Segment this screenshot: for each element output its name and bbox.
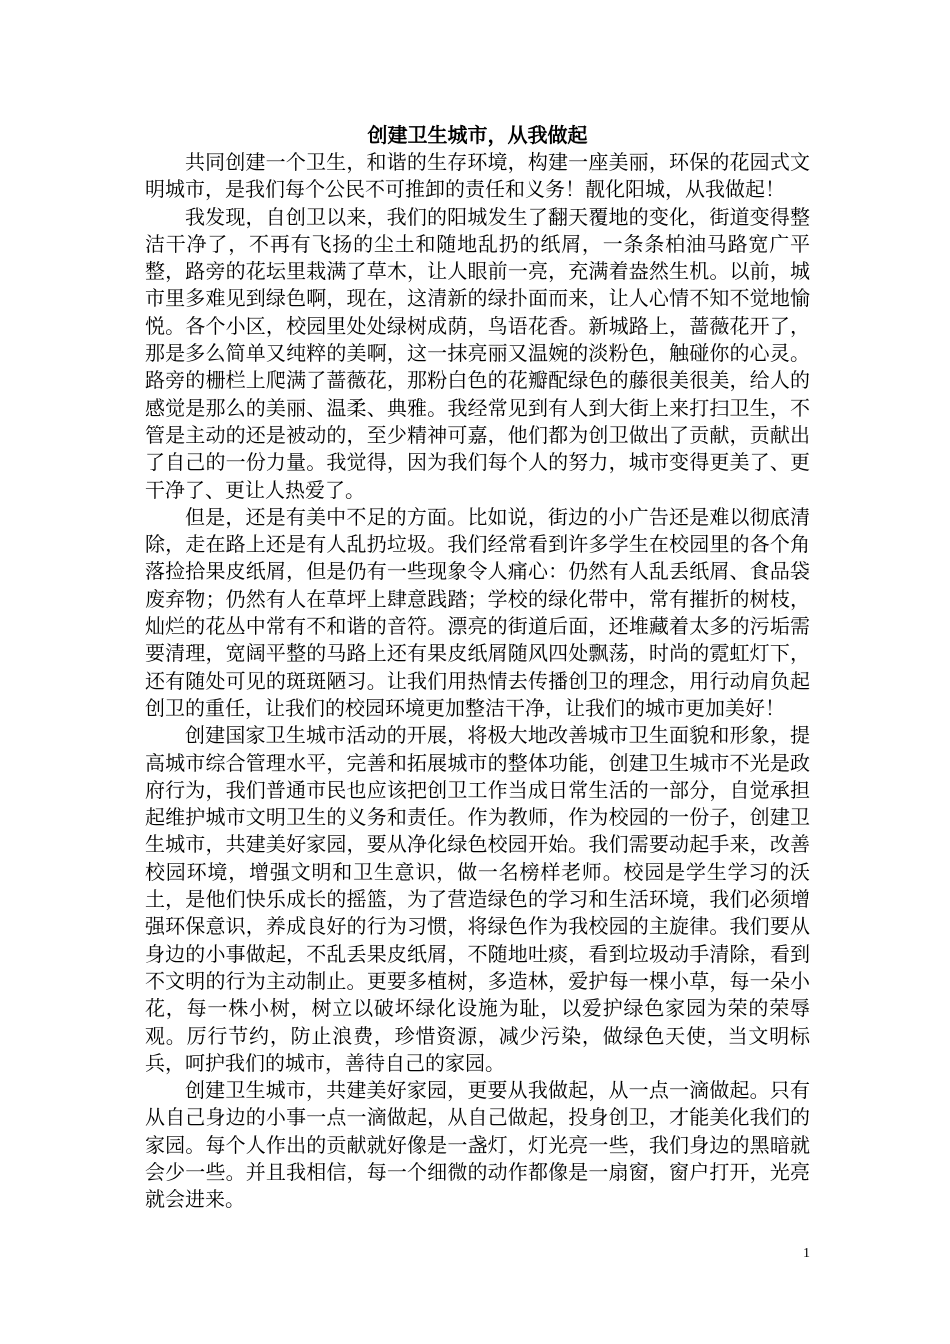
paragraph-conclusion: 创建卫生城市，共建美好家园，更要从我做起，从一点一滴做起。只有从自己身边的小事一点一滴做起，从自己做起，投身创卫，才能美化我们的家园。每个人作出的贡献就好像是一盏灯，灯光亮一些，我们身边的黑暗就会少一些。并且我相信，每一个细微的动作都像是一扇窗，窗户打开，光亮就会进来。 [145, 1078, 810, 1212]
page-number: 1 [803, 1246, 810, 1261]
paragraph-changes: 我发现，自创卫以来，我们的阳城发生了翻天覆地的变化，街道变得整洁干净了，不再有飞扬的尘土和随地乱扔的纸屑，一条条柏油马路宽广平整，路旁的花坛里栽满了草木，让人眼前一亮，充满着盎然生机。以前，城市里多难见到绿色啊，现在，这清新的绿扑面而来，让人心情不知不觉地愉悦。各个小区，校园里处处绿树成荫，鸟语花香。新城路上，蔷薇花开了，那是多么简单又纯粹的美啊，这一抹亮丽又温婉的淡粉色，触碰你的心灵。路旁的栅栏上爬满了蔷薇花，那粉白色的花瓣配绿色的藤很美很美，给人的感觉是那么的美丽、温柔、典雅。我经常见到有人到大街上来打扫卫生，不管是主动的还是被动的，至少精神可嘉，他们都为创卫做出了贡献，贡献出了自己的一份力量。我觉得，因为我们每个人的努力，城市变得更美了、更干净了、更让人热爱了。 [145, 204, 810, 502]
document-body [145, 121, 810, 1214]
paragraph-campaign: 创建国家卫生城市活动的开展，将极大地改善城市卫生面貌和形象，提高城市综合管理水平，完善和拓展城市的整体功能，创建卫生城市不光是政府行为，我们普通市民也应该把创卫工作当成日常生活的一部分，自觉承担起维护城市文明卫生的义务和责任。作为教师，作为校园的一份子，创建卫生城市，共建美好家园，要从净化绿色校园开始。我们需要动起手来，改善校园环境，增强文明和卫生意识，做一名榜样老师。校园是学生学习的沃土，是他们快乐成长的摇篮，为了营造绿色的学习和生活环境，我们必须增强环保意识，养成良好的行为习惯，将绿色作为我校园的主旋律。我们要从身边的小事做起，不乱丢果皮纸屑，不随地吐痰，看到垃圾动手清除，看到不文明的行为主动制止。更要多植树，多造林，爱护每一棵小草，每一朵小花，每一株小树，树立以破坏绿化设施为耻，以爱护绿色家园为荣的荣辱观。厉行节约，防止浪费，珍惜资源，减少污染，做绿色天使，当文明标兵，呵护我们的城市，善待自己的家园。 [145, 723, 810, 1075]
paragraph-shortcomings: 但是，还是有美中不足的方面。比如说，街边的小广告还是难以彻底清除，走在路上还是有人乱扔垃圾。我们经常看到许多学生在校园里的各个角落捡拾果皮纸屑，但是仍有一些现象令人痛心：仍然有人乱丢纸屑、食品袋废弃物；仍然有人在草坪上肆意践踏；学校的绿化带中，常有摧折的树枝，灿烂的花丛中常有不和谐的音符。漂亮的街道后面，还堆藏着太多的污垢需要清理，宽阔平整的马路上还有果皮纸屑随风四处飘荡，时尚的霓虹灯下，还有随处可见的斑斑陋习。让我们用热情去传播创卫的理念，用行动肩负起创卫的重任，让我们的校园环境更加整洁干净，让我们的城市更加美好！ [145, 504, 810, 720]
document-title: 创建卫生城市，从我做起 [367, 123, 588, 147]
paragraph-intro: 共同创建一个卫生，和谐的生存环境，构建一座美丽，环保的花园式文明城市，是我们每个公民不可推卸的责任和义务！靓化阳城，从我做起！ [145, 150, 810, 202]
